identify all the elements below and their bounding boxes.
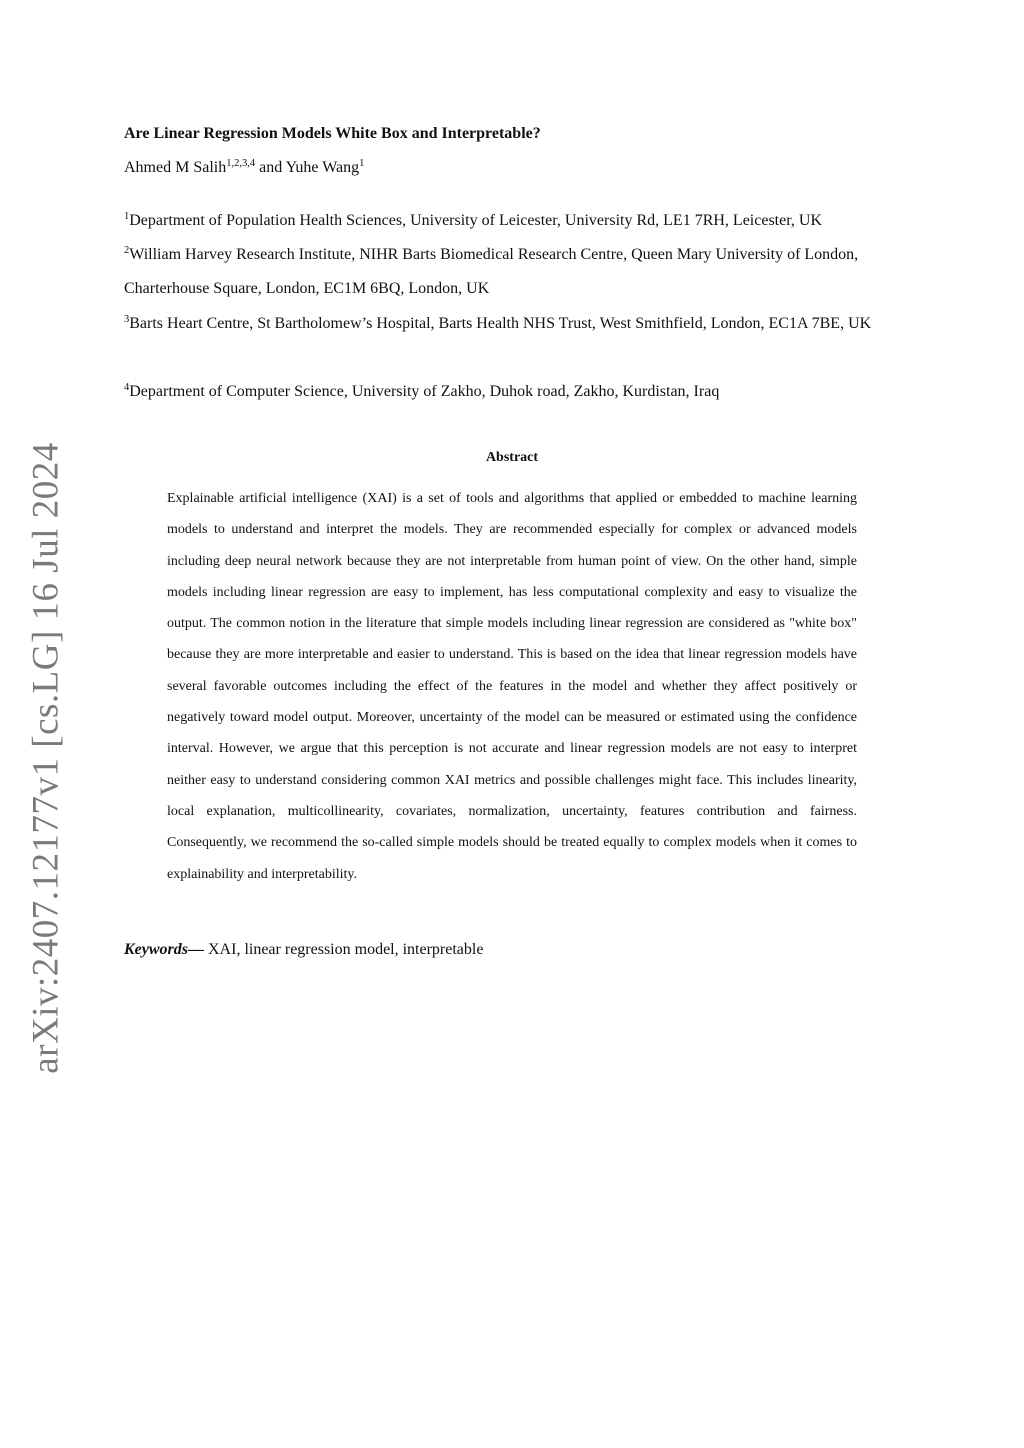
affiliation-text: William Harvey Research Institute, NIHR Barts Biomedical Research Centre, Queen Mary University of London, Charterhouse Square, London, EC1M 6BQ, London, UK [124, 246, 859, 297]
author-line [124, 159, 364, 177]
arxiv-identifier-stamp: arXiv:2407.12177v1 [cs.LG] 16 Jul 2024 [25, 442, 67, 1074]
affiliation-text: Department of Population Health Sciences, University of Leicester, University Rd, LE1 7RH, Leicester, UK [129, 212, 823, 229]
author-name: Yuhe Wang [285, 159, 360, 176]
author-affiliation-marks: 1,2,3,4 [226, 158, 256, 169]
affiliation-1 [124, 204, 914, 238]
paper-title: Are Linear Regression Models White Box and Interpretable? [124, 125, 541, 142]
affiliation-4 [124, 375, 914, 409]
affiliation-text: Barts Heart Centre, St Bartholomew’s Hospital, Barts Health NHS Trust, West Smithfield, London, EC1A 7BE, UK [129, 315, 872, 332]
keywords-text: XAI, linear regression model, interpretable [204, 941, 484, 958]
affiliation-text: Department of Computer Science, University of Zakho, Duhok road, Zakho, Kurdistan, Iraq [129, 383, 720, 400]
affiliation-3 [124, 307, 914, 341]
affiliation-2 [124, 238, 914, 306]
keywords-line [124, 941, 483, 959]
affiliation-mark: 2 [124, 245, 130, 256]
affiliation-mark: 3 [124, 314, 130, 325]
affiliation-mark: 4 [124, 382, 130, 393]
abstract-heading: Abstract [485, 450, 539, 465]
author-connector: and [255, 159, 286, 176]
keywords-label: Keywords— [124, 941, 204, 958]
author-affiliation-marks: 1 [359, 158, 365, 169]
affiliation-mark: 1 [124, 211, 130, 222]
abstract-body: Explainable artificial intelligence (XAI) is a set of tools and algorithms that applied or embedded to machine learning models to understand and interpret the models. They are recommended especially for complex or advanced models including deep neural network because they are not interpretable from human point of view. On the other hand, simple models including linear regression are easy to implement, has less computational complexity and easy to visualize the output. The common notion in the literature that simple models including linear regression are considered as "white box" because they are more interpretable and easier to understand. This is based on the idea that linear regression models have several favorable outcomes including the effect of the features in the model and whether they affect positively or negatively toward model output. Moreover, uncertainty of the model can be measured or estimated using the confidence interval. However, we argue that this perception is not accurate and linear regression models are not easy to interpret neither easy to understand considering common XAI metrics and possible challenges might face. This includes linearity, local explanation, multicollinearity, covariates, normalization, uncertainty, features contribution and fairness. Consequently, we recommend the so-called simple models should be treated equally to complex models when it comes to explainability and interpretability. [167, 491, 857, 882]
author-name: Ahmed M Salih [124, 159, 227, 176]
